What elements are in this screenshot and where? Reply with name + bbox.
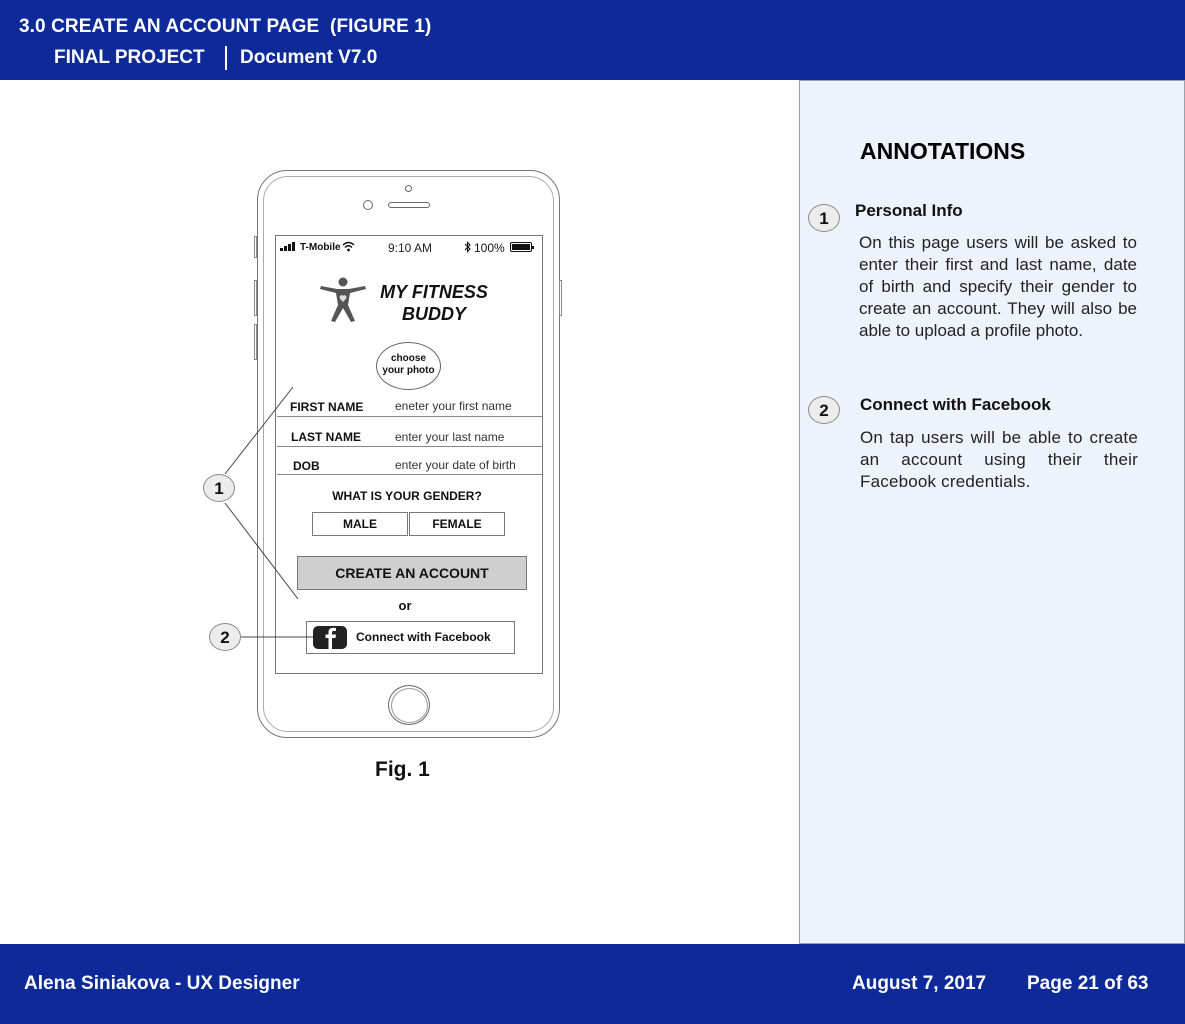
annotation-1-heading: Personal Info [855,201,963,220]
annotations-title: ANNOTATIONS [860,138,1026,164]
header-document-version: Document V7.0 [240,47,378,68]
facebook-button-label: Connect with Facebook [356,630,491,644]
photo-label-line1: choose [390,353,426,364]
annotation-1-text: On this page users will be asked to enter their first and last name, date of birth and specify their gender to create an account. They will also be able to upload a profile photo. [859,233,1137,340]
app-title-line2: BUDDY [401,304,466,324]
last-name-input[interactable]: enter your last name [395,430,505,444]
annotation-2-number: 2 [808,396,840,424]
photo-label-line2: your photo [382,365,435,376]
header-title: 3.0 CREATE AN ACCOUNT PAGE (FIGURE 1) [19,16,432,37]
dob-label: DOB [293,459,320,473]
or-separator: or [398,598,412,613]
dob-input[interactable]: enter your date of birth [395,458,516,472]
male-button[interactable]: MALE [312,512,408,536]
annotations-panel [799,80,1185,944]
footer-author: Alena Siniakova - UX Designer [24,973,300,994]
create-account-button[interactable]: CREATE AN ACCOUNT [297,556,527,590]
female-button[interactable]: FEMALE [409,512,505,536]
status-battery-text: 100% [474,241,505,255]
header-project: FINAL PROJECT [54,47,205,68]
footer-page-number: Page 21 of 63 [1027,973,1149,994]
status-time: 9:10 AM [388,241,433,255]
app-title-line1: MY FITNESS [380,282,488,302]
footer-date: August 7, 2017 [852,973,987,994]
last-name-label: LAST NAME [291,430,361,444]
first-name-input[interactable]: eneter your first name [395,399,512,413]
annotation-2-heading: Connect with Facebook [860,395,1051,414]
annotation-2-text: On tap users will be able to create an account using their their Facebook credentials. [860,428,1138,491]
callout-1: 1 [203,474,235,502]
figure-caption: Fig. 1 [375,758,430,781]
gender-question: WHAT IS YOUR GENDER? [332,489,482,503]
first-name-label: FIRST NAME [290,400,364,414]
status-carrier: T-Mobile [300,242,341,253]
page-footer [0,944,1185,1024]
callout-2: 2 [209,623,241,651]
annotation-1-number: 1 [808,204,840,232]
